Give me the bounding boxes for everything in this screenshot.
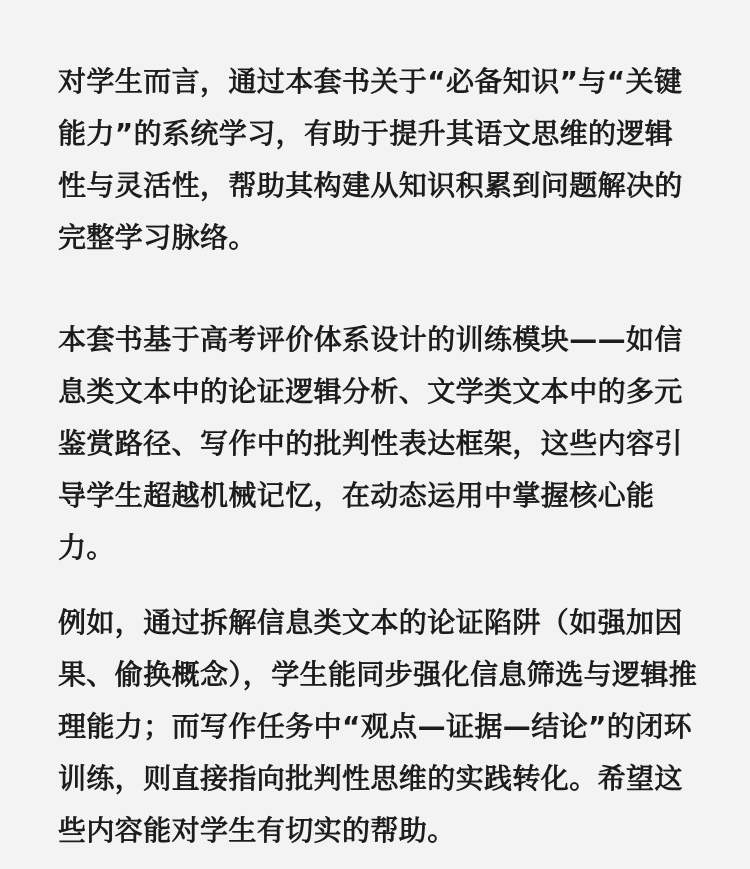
paragraph-1: 对学生而言，通过本套书关于“必备知识”与“关键能力”的系统学习，有助于提升其语文思维的逻辑性与灵活性，帮助其构建从知识积累到问题解决的完整学习脉络。: [58, 65, 683, 254]
paragraph-2: 本套书基于高考评价体系设计的训练模块——如信息类文本中的论证逻辑分析、文学类文本中的多元鉴赏路径、写作中的批判性表达框架，这些内容引导学生超越机械记忆，在动态运用中掌握核心能力。: [58, 323, 683, 564]
paragraph-3: 例如，通过拆解信息类文本的论证陷阱（如强加因果、偷换概念），学生能同步强化信息筛选与逻辑推理能力；而写作任务中“观点—证据—结论”的闭环训练，则直接指向批判性思维的实践转化。希望这些内容能对学生有切实的帮助。: [58, 606, 698, 847]
